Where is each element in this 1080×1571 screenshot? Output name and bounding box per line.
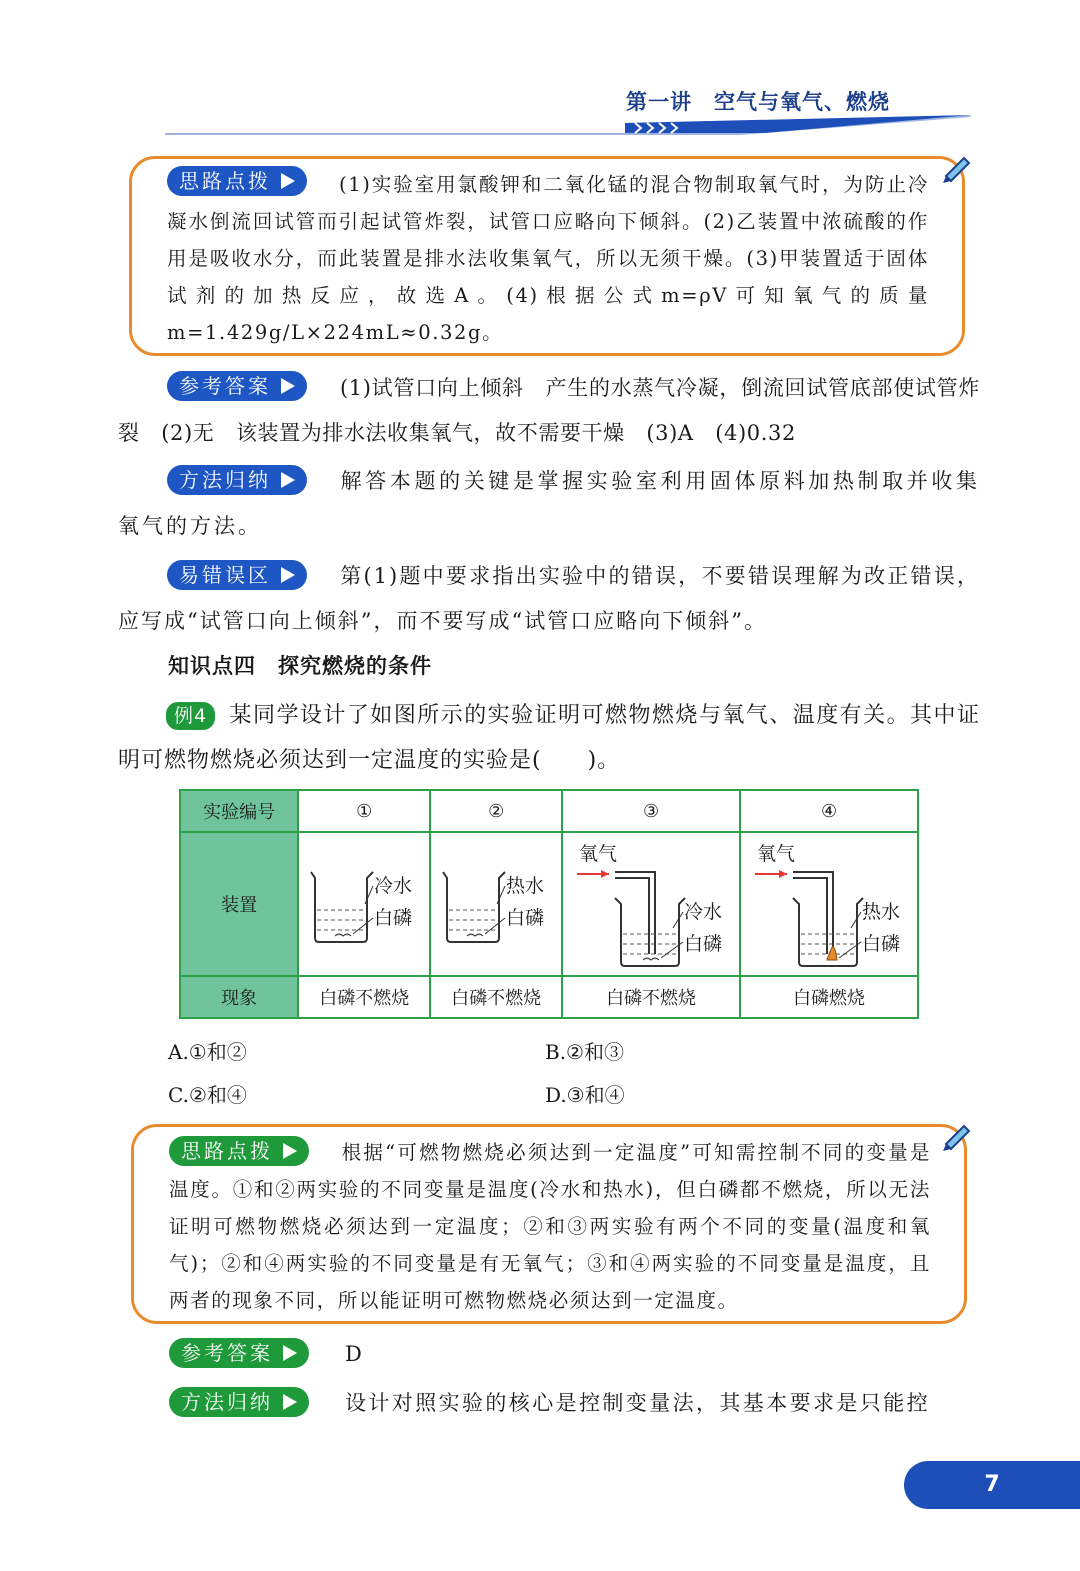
svg-text:白磷: 白磷 [506,907,545,929]
device-4 [740,832,918,976]
phenomenon-cell: 白磷不燃烧 [430,976,562,1018]
answer-text-2: D [345,1342,363,1366]
svg-text:冷水: 冷水 [374,875,413,897]
experiment-table [179,789,919,1019]
pencil-icon [940,150,974,184]
beaker-oxygen-cold-water-diagram [565,834,737,974]
hint-text-1: (1)实验室用氯酸钾和二氧化锰的混合物制取氧气时，为防止冷凝水倒流回试管而引起试管炸裂，试管口应略向下倾斜。(2)乙装置中浓硫酸的作用是吸收水分，而此装置是排水法收集氧气，所以无须干燥。(3)甲装置适于固体试剂的加热反应，故选A。(4)根据公式m=ρV可知氧气的质量m=1.429g/L×224mL≈0.32g。 [167,173,929,344]
option-c: C.②和④ [168,1083,247,1107]
option-b: B.②和③ [545,1040,624,1064]
svg-text:氧气: 氧气 [757,843,796,865]
tag-answer-1: 参考答案 [167,371,307,401]
svg-text:白磷: 白磷 [374,907,413,929]
tag-mistake: 易错误区 [167,560,307,590]
exp-number: ② [430,790,562,832]
phenomenon-cell: 白磷燃烧 [740,976,918,1018]
tag-hint-1: 思路点拨 [167,166,307,196]
beaker-cold-water-diagram [301,834,427,974]
page-number: 7 [904,1461,1080,1509]
header-swoosh [165,113,975,137]
row-label-number: 实验编号 [180,790,298,832]
svg-text:热水: 热水 [862,901,901,923]
svg-text:氧气: 氧气 [579,843,618,865]
device-1 [298,832,430,976]
example-badge: 例4 [166,702,215,730]
exp-number: ④ [740,790,918,832]
phenomenon-cell: 白磷不燃烧 [298,976,430,1018]
tag-answer-2: 参考答案 [169,1338,309,1368]
svg-text:白磷: 白磷 [684,933,723,955]
phenomenon-cell: 白磷不燃烧 [562,976,740,1018]
method-text-1: 解答本题的关键是掌握实验室利用固体原料加热制取并收集氧气的方法。 [118,469,980,538]
option-a: A.①和② [168,1040,247,1064]
tag-hint-2: 思路点拨 [169,1136,309,1166]
svg-text:热水: 热水 [506,875,545,897]
knowledge-point-title: 知识点四 探究燃烧的条件 [168,654,432,678]
pencil-icon [940,1118,974,1152]
device-2 [430,832,562,976]
answer-text-1: (1)试管口向上倾斜 产生的水蒸气冷凝，倒流回试管底部使试管炸裂 (2)无 该装置为排水法收集氧气，故不需要干燥 (3)A (4)0.32 [118,376,980,445]
device-3 [562,832,740,976]
beaker-hot-water-diagram [433,834,559,974]
example-question: 例4 某同学设计了如图所示的实验证明可燃物燃烧与氧气、温度有关。其中证明可燃物燃烧必须达到一定温度的实验是( )。 [118,703,980,773]
chapter-title: 第一讲 空气与氧气、燃烧 [626,90,890,114]
tag-method-1: 方法归纳 [167,465,307,495]
mistake-text: 第(1)题中要求指出实验中的错误，不要错误理解为改正错误，应写成“试管口向上倾斜”，而不要写成“试管口应略向下倾斜”。 [118,564,980,633]
tag-method-2: 方法归纳 [169,1387,309,1417]
hint-text-2: 根据“可燃物燃烧必须达到一定温度”可知需控制不同的变量是温度。①和②两实验的不同变量是温度(冷水和热水)，但白磷都不燃烧，所以无法证明可燃物燃烧必须达到一定温度；②和③两实验有两个不同的变量(温度和氧气)；②和④两实验的不同变量是有无氧气；③和④两实验的不同变量是温度，且两者的现象不同，所以能证明可燃物燃烧必须达到一定温度。 [169,1141,931,1312]
option-d: D.③和④ [545,1083,625,1107]
exp-number: ① [298,790,430,832]
exp-number: ③ [562,790,740,832]
row-label-phenomenon: 现象 [180,976,298,1018]
method-text-2: 设计对照实验的核心是控制变量法，其基本要求是只能控 [345,1391,930,1415]
svg-text:白磷: 白磷 [862,933,901,955]
svg-text:冷水: 冷水 [684,901,723,923]
beaker-oxygen-hot-water-diagram [743,834,915,974]
row-label-device: 装置 [180,832,298,976]
